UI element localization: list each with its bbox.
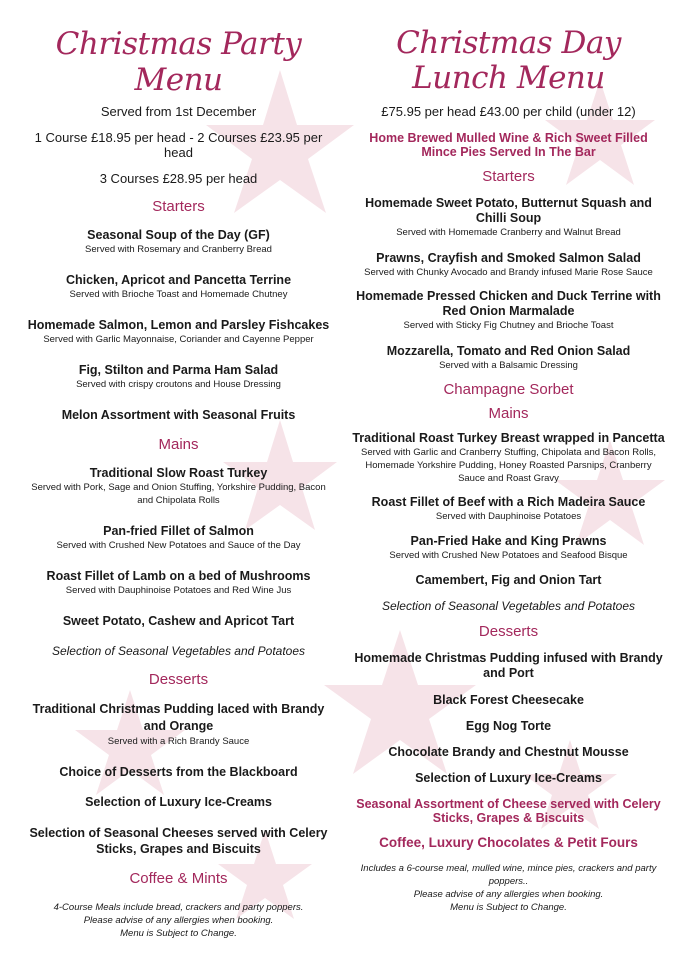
dish-description: Served with Crushed New Potatoes and Sauce of the Day xyxy=(56,540,301,551)
dish-description: Served with Pork, Sage and Onion Stuffing, Yorkshire Pudding, Bacon and Chipolata Rolls xyxy=(31,482,326,506)
dish-name: Black Forest Cheesecake xyxy=(433,693,584,707)
note-line: Please advise of any allergies when booking. xyxy=(83,915,274,926)
price-line: 1 Course £18.95 per head - 2 Courses £23.95 per head xyxy=(34,130,323,160)
menu-item xyxy=(20,318,337,346)
menu-item xyxy=(20,273,337,301)
dish-name: Homemade Sweet Potato, Butternut Squash and Chilli Soup xyxy=(365,196,652,225)
menu-item xyxy=(20,363,337,391)
menu-item xyxy=(20,408,337,423)
note-line: Menu is Subject to Change. xyxy=(450,902,567,913)
menu-notes xyxy=(352,862,665,914)
section-heading-mains: Mains xyxy=(158,436,199,453)
menu-item xyxy=(352,251,665,279)
dish-name: Homemade Pressed Chicken and Duck Terrine with Red Onion Marmalade xyxy=(356,289,661,318)
price-line: 3 Courses £28.95 per head xyxy=(99,171,258,186)
dish-name: Selection of Luxury Ice-Creams xyxy=(85,795,272,809)
menu-item xyxy=(352,573,665,588)
dish-name: Selection of Seasonal Cheeses served with Celery Sticks, Grapes and Biscuits xyxy=(29,826,328,856)
side-dishes: Selection of Seasonal Vegetables and Potatoes xyxy=(381,599,636,613)
dish-description: Served with Brioche Toast and Homemade Chutney xyxy=(69,289,288,300)
dish-name: Roast Fillet of Lamb on a bed of Mushrooms xyxy=(46,569,311,583)
note-line: Menu is Subject to Change. xyxy=(120,928,237,939)
sorbet-course: Champagne Sorbet xyxy=(443,381,574,398)
dish-description: Served with Dauphinoise Potatoes and Red Wine Jus xyxy=(65,585,292,596)
dish-description: Served with Rosemary and Cranberry Bread xyxy=(85,244,272,255)
served-from: Served from 1st December xyxy=(100,104,257,119)
price-line: £75.95 per head £43.00 per child (under 12) xyxy=(381,104,636,119)
dish-description: Served with Chunky Avocado and Brandy infused Marie Rose Sauce xyxy=(364,267,653,278)
menu-item xyxy=(20,795,337,810)
dish-description: Served with Dauphinoise Potatoes xyxy=(435,511,582,522)
menu-item xyxy=(20,466,337,507)
christmas-day-menu xyxy=(352,0,665,914)
dish-name: Traditional Christmas Pudding laced with Brandy and Orange xyxy=(32,702,325,733)
section-heading-starters: Starters xyxy=(152,198,205,215)
party-menu xyxy=(20,0,337,940)
dish-name: Homemade Salmon, Lemon and Parsley Fishcakes xyxy=(27,318,330,332)
dish-name: Traditional Roast Turkey Breast wrapped in Pancetta xyxy=(352,431,665,445)
menu-item xyxy=(352,495,665,523)
section-heading-desserts: Desserts xyxy=(148,671,209,688)
day-menu-title-line: Christmas Day xyxy=(396,25,621,61)
dish-name: Homemade Christmas Pudding infused with Brandy and Port xyxy=(354,651,663,680)
dish-name: Egg Nog Torte xyxy=(465,719,552,733)
menu-item xyxy=(352,534,665,562)
dish-name: Choice of Desserts from the Blackboard xyxy=(59,765,298,779)
menu-item xyxy=(20,701,337,748)
dish-name: Pan-Fried Hake and King Prawns xyxy=(410,534,607,548)
note-line: Please advise of any allergies when booking. xyxy=(413,889,604,900)
party-menu-title: Christmas Party Menu xyxy=(55,26,302,98)
note-line: Includes a 6-course meal, mulled wine, mince pies, crackers and party poppers.. xyxy=(360,863,657,887)
menu-item xyxy=(352,196,665,239)
dish-name: Fig, Stilton and Parma Ham Salad xyxy=(78,363,279,377)
dish-name: Pan-fried Fillet of Salmon xyxy=(103,524,254,538)
menu-item xyxy=(20,569,337,597)
dish-name: Mozzarella, Tomato and Red Onion Salad xyxy=(386,344,631,358)
menu-item xyxy=(20,614,337,629)
menu-item xyxy=(20,765,337,780)
dish-description: Served with Crushed New Potatoes and Seafood Bisque xyxy=(389,550,628,561)
coffee-and-mints: Coffee & Mints xyxy=(129,870,228,887)
side-dishes: Selection of Seasonal Vegetables and Potatoes xyxy=(51,644,306,658)
welcome-drinks: Home Brewed Mulled Wine & Rich Sweet Filled Mince Pies Served In The Bar xyxy=(369,131,648,159)
cheese-course: Seasonal Assortment of Cheese served with Celery Sticks, Grapes & Biscuits xyxy=(356,797,661,825)
section-heading-desserts: Desserts xyxy=(478,623,539,640)
dish-name: Prawns, Crayfish and Smoked Salmon Salad xyxy=(376,251,641,265)
menu-item xyxy=(352,431,665,485)
dish-description: Served with a Balsamic Dressing xyxy=(439,360,578,371)
note-line: 4-Course Meals include bread, crackers and party poppers. xyxy=(53,902,304,913)
section-heading-mains: Mains xyxy=(488,405,529,422)
dish-name: Chicken, Apricot and Pancetta Terrine xyxy=(65,273,292,287)
menu-item xyxy=(352,289,665,332)
dish-description: Served with crispy croutons and House Dressing xyxy=(76,379,281,390)
dish-description: Served with Garlic Mayonnaise, Coriander and Cayenne Pepper xyxy=(43,334,314,345)
menu-item xyxy=(20,524,337,552)
dish-description: Served with Garlic and Cranberry Stuffing, Chipolata and Bacon Rolls, Homemade Yorkshire Pudding, Honey Roasted Parsnips, Cranberry Sauce and Roast Gravy xyxy=(360,447,656,484)
section-heading-starters: Starters xyxy=(482,168,535,185)
dish-name: Seasonal Soup of the Day (GF) xyxy=(87,228,270,242)
dish-name: Traditional Slow Roast Turkey xyxy=(89,466,268,480)
menu-item xyxy=(20,825,337,857)
menu-notes xyxy=(20,901,337,940)
dish-name: Camembert, Fig and Onion Tart xyxy=(415,573,602,587)
coffee-and-petit-fours: Coffee, Luxury Chocolates & Petit Fours xyxy=(379,835,638,850)
dish-name: Chocolate Brandy and Chestnut Mousse xyxy=(388,745,629,759)
dish-name: Selection of Luxury Ice-Creams xyxy=(415,771,602,785)
menu-item xyxy=(20,228,337,256)
dish-name: Roast Fillet of Beef with a Rich Madeira Sauce xyxy=(371,495,646,509)
dish-description: Served with a Rich Brandy Sauce xyxy=(107,736,250,747)
day-menu-title xyxy=(352,0,665,96)
dish-name: Melon Assortment with Seasonal Fruits xyxy=(61,408,296,422)
dish-description: Served with Homemade Cranberry and Walnut Bread xyxy=(396,227,621,238)
dish-name: Sweet Potato, Cashew and Apricot Tart xyxy=(62,614,295,628)
dish-description: Served with Sticky Fig Chutney and Brioche Toast xyxy=(403,320,614,331)
menu-item xyxy=(352,344,665,372)
day-menu-title-line: Lunch Menu xyxy=(412,60,605,96)
